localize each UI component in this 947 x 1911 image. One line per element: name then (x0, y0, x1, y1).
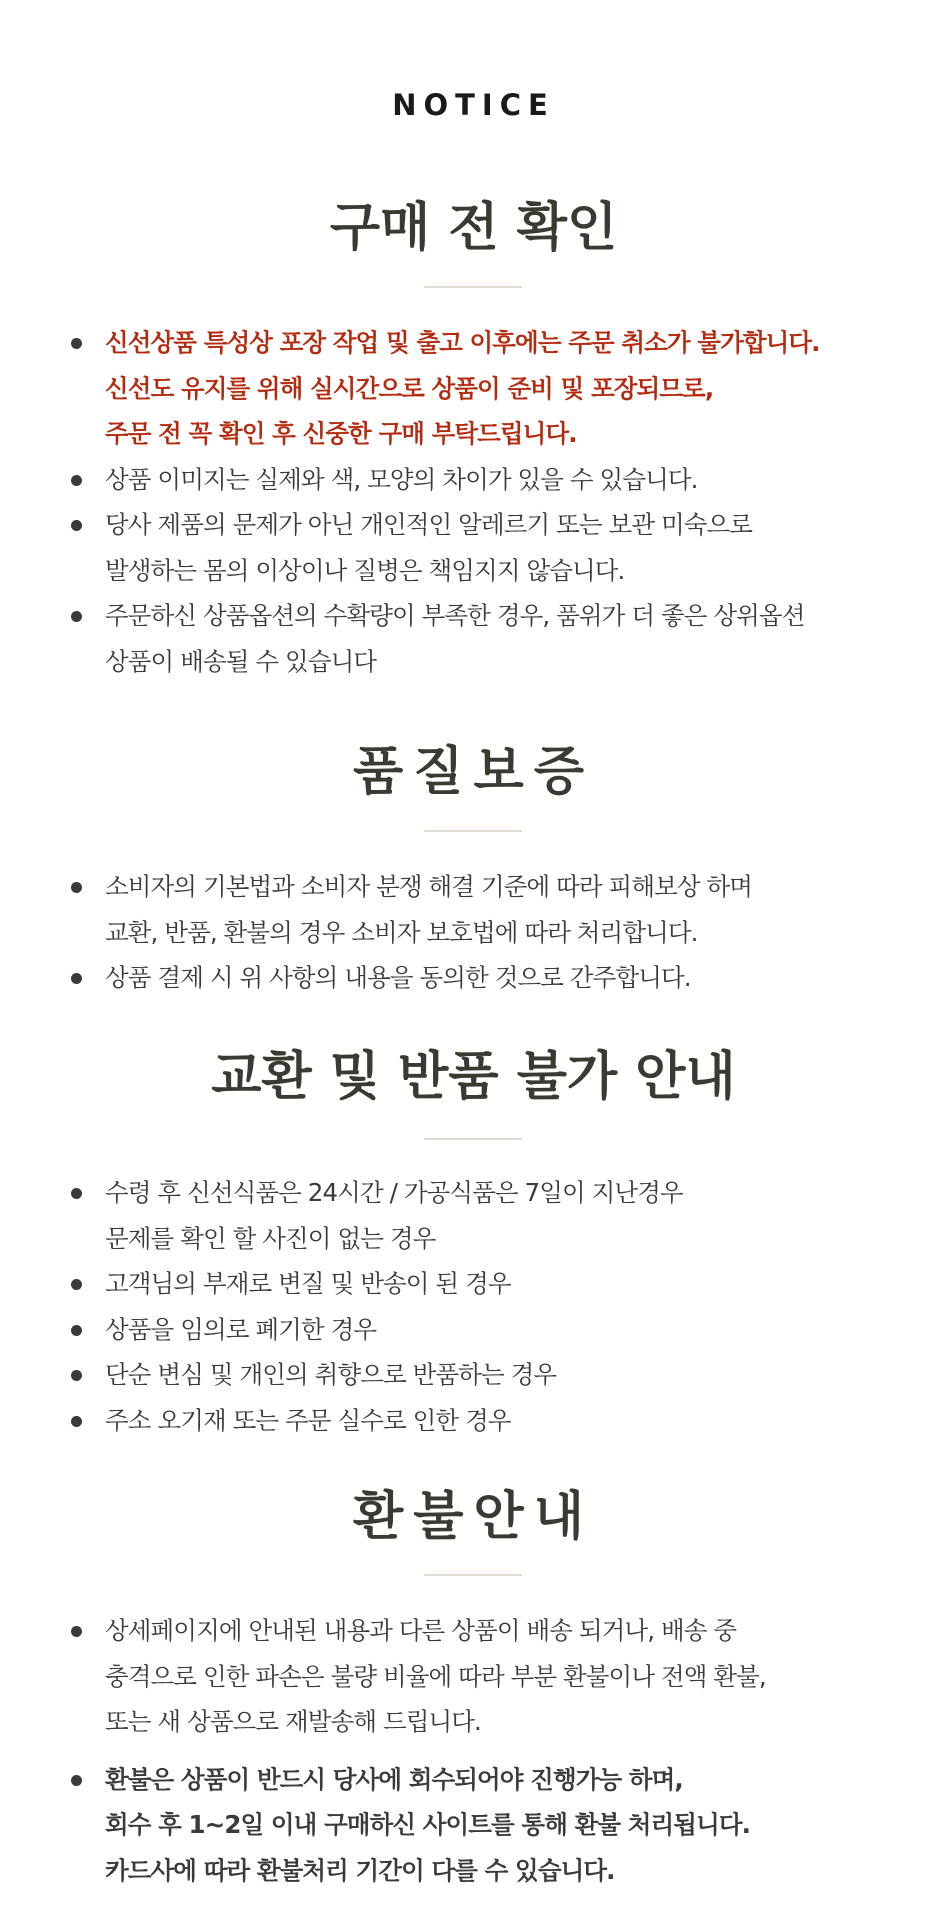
list-item: 소비자의 기본법과 소비자 분쟁 해결 기준에 따라 피해보상 하며 교환, 반품, 환불의 경우 소비자 보호법에 따라 처리합니다. (66, 864, 926, 955)
list-item: 상세페이지에 안내된 내용과 다른 상품이 배송 되거나, 배송 중 충격으로 인한 파손은 불량 비율에 따라 부분 환불이나 전액 환불, 또는 새 상품으로 재발송해 드립니다. (66, 1608, 926, 1745)
list-item: 신선상품 특성상 포장 작업 및 출고 이후에는 주문 취소가 불가합니다. 신선도 유지를 위해 실시간으로 상품이 준비 및 포장되므로, 주문 전 꼭 확인 후 신중한 구매 부탁드립니다. (66, 320, 926, 457)
refund-guide-list (66, 1608, 926, 1893)
list-item: 환불은 상품이 반드시 당사에 회수되어야 진행가능 하며, 회수 후 1~2일 이내 구매하신 사이트를 통해 환불 처리됩니다. 카드사에 따라 환불처리 기간이 다를 수 있습니다. (66, 1757, 926, 1894)
purchase-check-list (66, 320, 926, 684)
list-item: 수령 후 신선식품은 24시간 / 가공식품은 7일이 지난경우 문제를 확인 할 사진이 없는 경우 (66, 1170, 926, 1261)
section-divider (424, 1138, 522, 1140)
list-item: 단순 변심 및 개인의 취향으로 반품하는 경우 (66, 1352, 926, 1398)
section-title-quality-guarantee: 품질보증 (353, 742, 594, 802)
list-item: 고객님의 부재로 변질 및 반송이 된 경우 (66, 1261, 926, 1307)
section-title-no-exchange-return: 교환 및 반품 불가 안내 (211, 1047, 736, 1107)
section-divider (424, 830, 522, 832)
list-item: 상품 이미지는 실제와 색, 모양의 차이가 있을 수 있습니다. (66, 457, 926, 503)
section-divider (424, 1574, 522, 1576)
list-item: 당사 제품의 문제가 아닌 개인적인 알레르기 또는 보관 미숙으로 발생하는 몸의 이상이나 질병은 책임지지 않습니다. (66, 502, 926, 593)
section-divider (424, 286, 522, 288)
section-title-purchase-check: 구매 전 확인 (329, 198, 618, 258)
quality-guarantee-list (66, 864, 926, 1001)
no-exchange-return-list (66, 1170, 926, 1443)
list-item: 상품을 임의로 폐기한 경우 (66, 1307, 926, 1353)
list-item: 주소 오기재 또는 주문 실수로 인한 경우 (66, 1398, 926, 1444)
notice-label: NOTICE (392, 88, 555, 122)
section-title-refund-guide: 환불안내 (353, 1487, 594, 1547)
list-item: 상품 결제 시 위 사항의 내용을 동의한 것으로 간주합니다. (66, 955, 926, 1001)
list-item: 주문하신 상품옵션의 수확량이 부족한 경우, 품위가 더 좋은 상위옵션 상품이 배송될 수 있습니다 (66, 593, 926, 684)
